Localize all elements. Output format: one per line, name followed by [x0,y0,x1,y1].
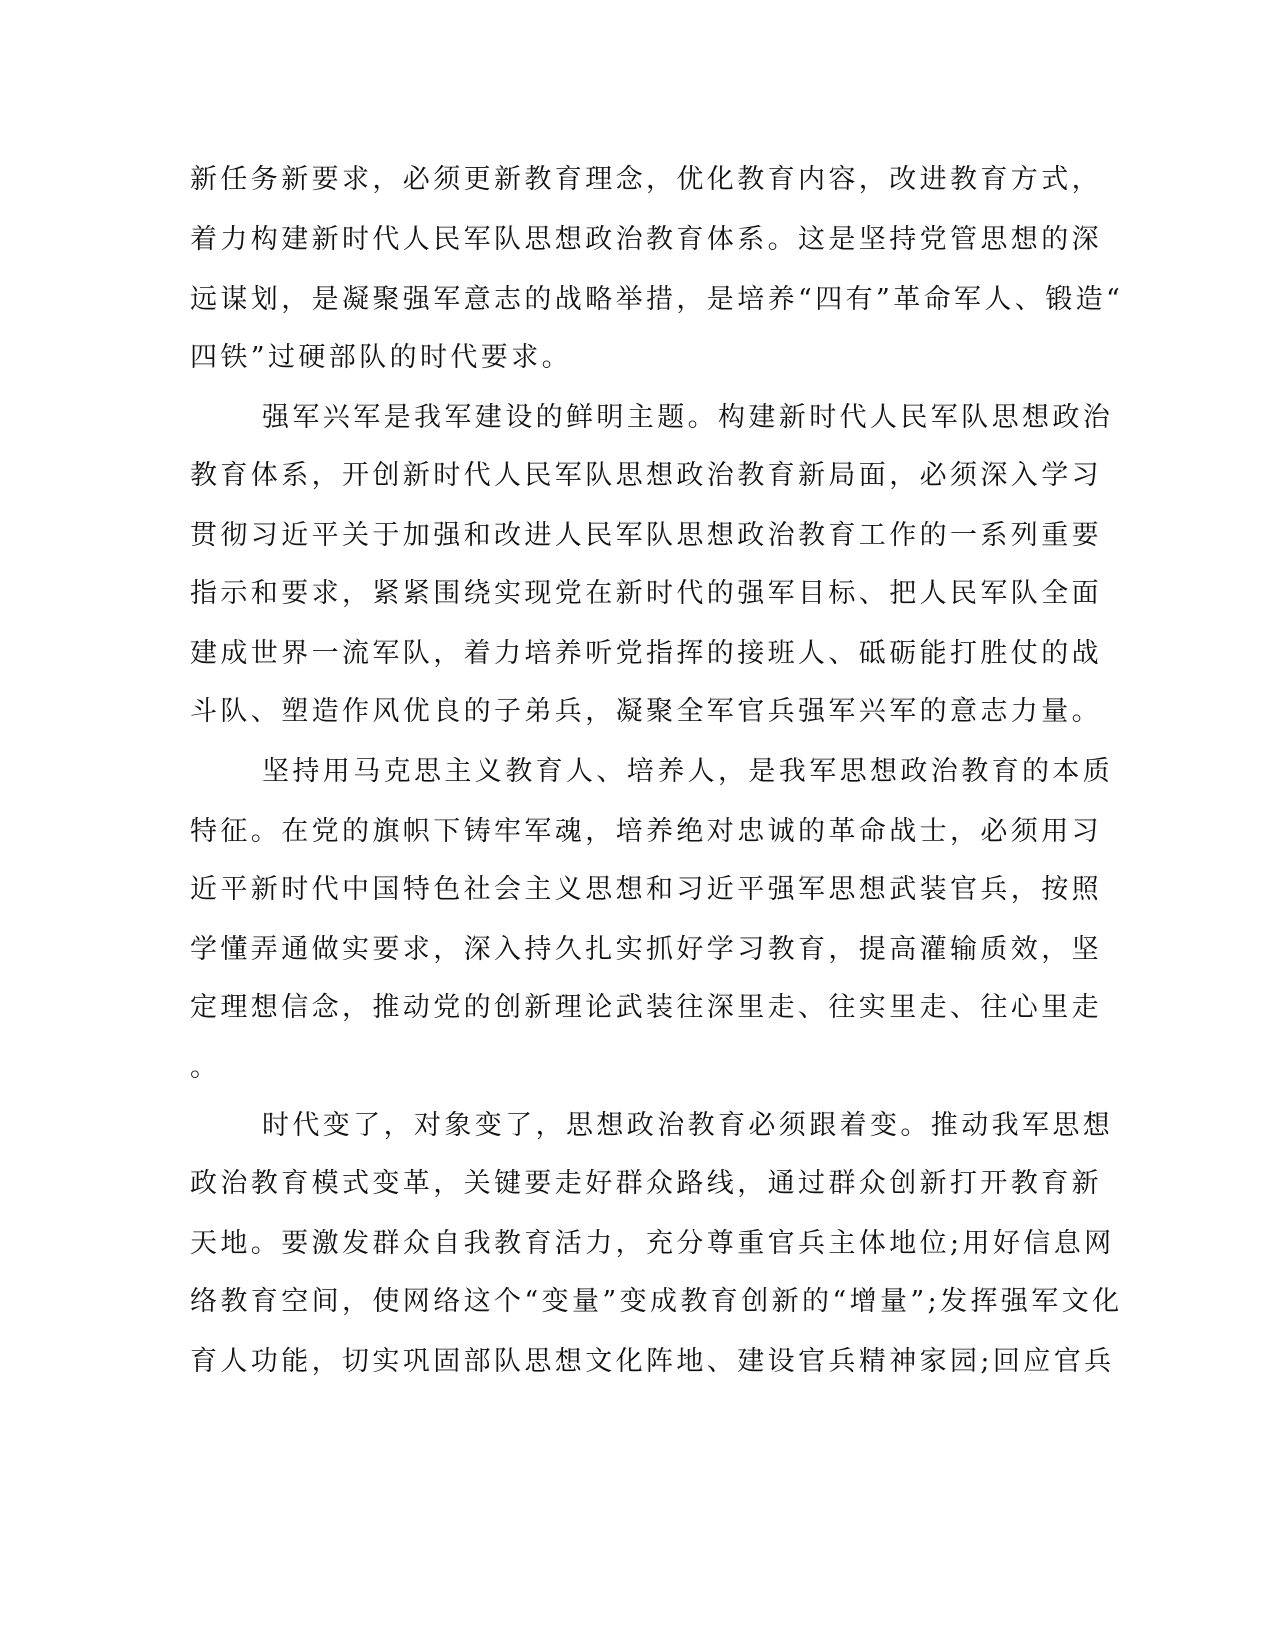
text-line: 指示和要求，紧紧围绕实现党在新时代的强军目标、把人民军队全面 [190,578,1102,609]
text-line: 近平新时代中国特色社会主义思想和习近平强军思想武装官兵，按照 [190,874,1102,905]
text-line: 新任务新要求，必须更新教育理念，优化教育内容，改进教育方式， [190,164,1102,195]
text-line: 学懂弄通做实要求，深入持久扎实抓好学习教育，提高灌输质效，坚 [190,934,1102,965]
paragraph-first-line: 强军兴军是我军建设的鲜明主题。构建新时代人民军队思想政治 [262,402,1114,433]
text-line: 天地。要激发群众自我教育活力，充分尊重官兵主体地位;用好信息网 [190,1228,1115,1259]
text-line: 。 [190,1052,221,1083]
paragraph-first-line: 坚持用马克思主义教育人、培养人，是我军思想政治教育的本质 [262,756,1114,787]
text-line: 贯彻习近平关于加强和改进人民军队思想政治教育工作的一系列重要 [190,520,1102,551]
text-line: 建成世界一流军队，着力培养听党指挥的接班人、砥砺能打胜仗的战 [190,638,1102,669]
text-line: 着力构建新时代人民军队思想政治教育体系。这是坚持党管思想的深 [190,224,1102,255]
text-line: 远谋划，是凝聚强军意志的战略举措，是培养“四有”革命军人、锻造“ [190,284,1124,315]
text-line: 斗队、塑造作风优良的子弟兵，凝聚全军官兵强军兴军的意志力量。 [190,696,1102,727]
text-line: 络教育空间，使网络这个“变量”变成教育创新的“增量”;发挥强军文化 [190,1286,1123,1317]
text-line: 四铁”过硬部队的时代要求。 [190,342,573,373]
text-line: 特征。在党的旗帜下铸牢军魂，培养绝对忠诚的革命战士，必须用习 [190,816,1102,847]
text-line: 政治教育模式变革，关键要走好群众路线，通过群众创新打开教育新 [190,1168,1102,1199]
text-line: 定理想信念，推动党的创新理论武装往深里走、往实里走、往心里走 [190,992,1102,1023]
text-line: 育人功能，切实巩固部队思想文化阵地、建设官兵精神家园;回应官兵 [190,1346,1115,1377]
text-line: 教育体系，开创新时代人民军队思想政治教育新局面，必须深入学习 [190,460,1102,491]
paragraph-first-line: 时代变了，对象变了，思想政治教育必须跟着变。推动我军思想 [262,1110,1114,1141]
